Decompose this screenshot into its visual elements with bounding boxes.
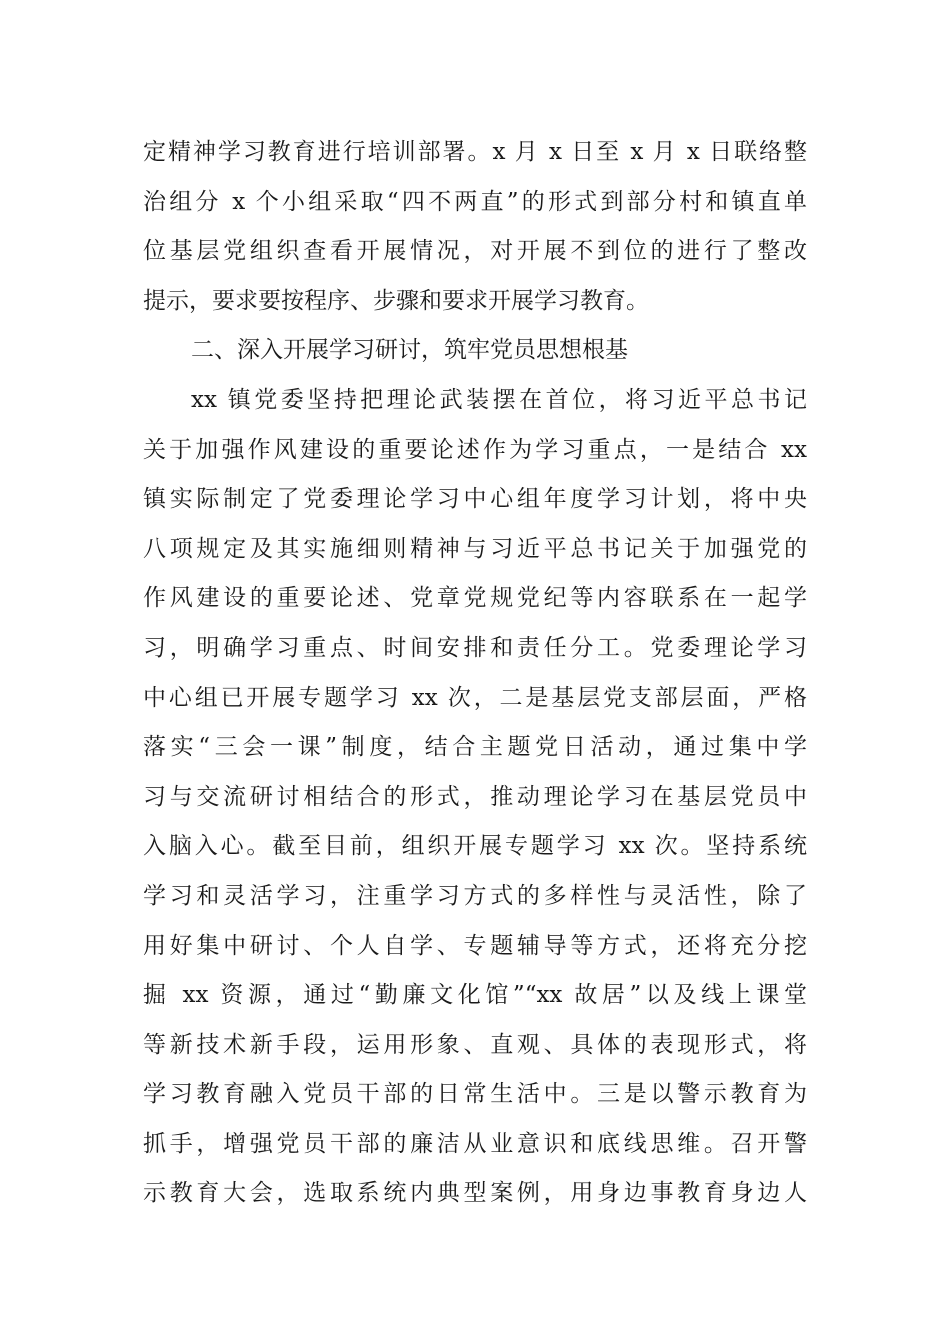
section-heading: 二、深入开展学习研讨，筑牢党员思想根基 xyxy=(191,337,628,364)
document-page xyxy=(143,128,807,1219)
paragraph-line: 示教育大会，选取系统内典型案例，用身边事教育身边人 xyxy=(143,1180,807,1207)
paragraph-line: 位基层党组织查看开展情况，对开展不到位的进行了整改 xyxy=(143,238,807,265)
paragraph-line: 治组分 x 个小组采取“四不两直”的形式到部分村和镇直单 xyxy=(143,188,807,215)
paragraph-line: 提示，要求要按程序、步骤和要求开展学习教育。 xyxy=(143,287,649,314)
paragraph-line: 落实“三会一课”制度，结合主题党日活动，通过集中学 xyxy=(143,734,807,761)
paragraph-line: xx 镇党委坚持把理论武装摆在首位，将习近平总书记 xyxy=(191,386,807,413)
paragraph-line: 入脑入心。截至目前，组织开展专题学习 xx 次。坚持系统 xyxy=(143,833,807,860)
paragraph-line: 学习和灵活学习，注重学习方式的多样性与灵活性，除了 xyxy=(143,882,807,909)
paragraph-line: 定精神学习教育进行培训部署。x 月 x 日至 x 月 x 日联络整 xyxy=(143,139,807,165)
paragraph-line: 用好集中研讨、个人自学、专题辅导等方式，还将充分挖 xyxy=(143,932,807,959)
paragraph-line: 作风建设的重要论述、党章党规党纪等内容联系在一起学 xyxy=(143,585,807,612)
paragraph-line: 中心组已开展专题学习 xx 次，二是基层党支部层面，严格 xyxy=(143,684,807,711)
paragraph-line: 习与交流研讨相结合的形式，推动理论学习在基层党员中 xyxy=(143,783,807,810)
paragraph-line: 镇实际制定了党委理论学习中心组年度学习计划，将中央 xyxy=(143,486,807,513)
paragraph-line: 抓手，增强党员干部的廉洁从业意识和底线思维。召开警 xyxy=(143,1130,807,1157)
paragraph-line: 习，明确学习重点、时间安排和责任分工。党委理论学习 xyxy=(143,634,807,661)
paragraph-line: 关于加强作风建设的重要论述作为学习重点，一是结合 xx xyxy=(143,436,807,463)
paragraph-line: 掘 xx 资源，通过“勤廉文化馆”“xx 故居”以及线上课堂 xyxy=(143,982,807,1009)
paragraph-line: 学习教育融入党员干部的日常生活中。三是以警示教育为 xyxy=(143,1081,807,1108)
paragraph-line: 等新技术新手段，运用形象、直观、具体的表现形式，将 xyxy=(143,1031,807,1058)
paragraph-line: 八项规定及其实施细则精神与习近平总书记关于加强党的 xyxy=(143,535,807,562)
